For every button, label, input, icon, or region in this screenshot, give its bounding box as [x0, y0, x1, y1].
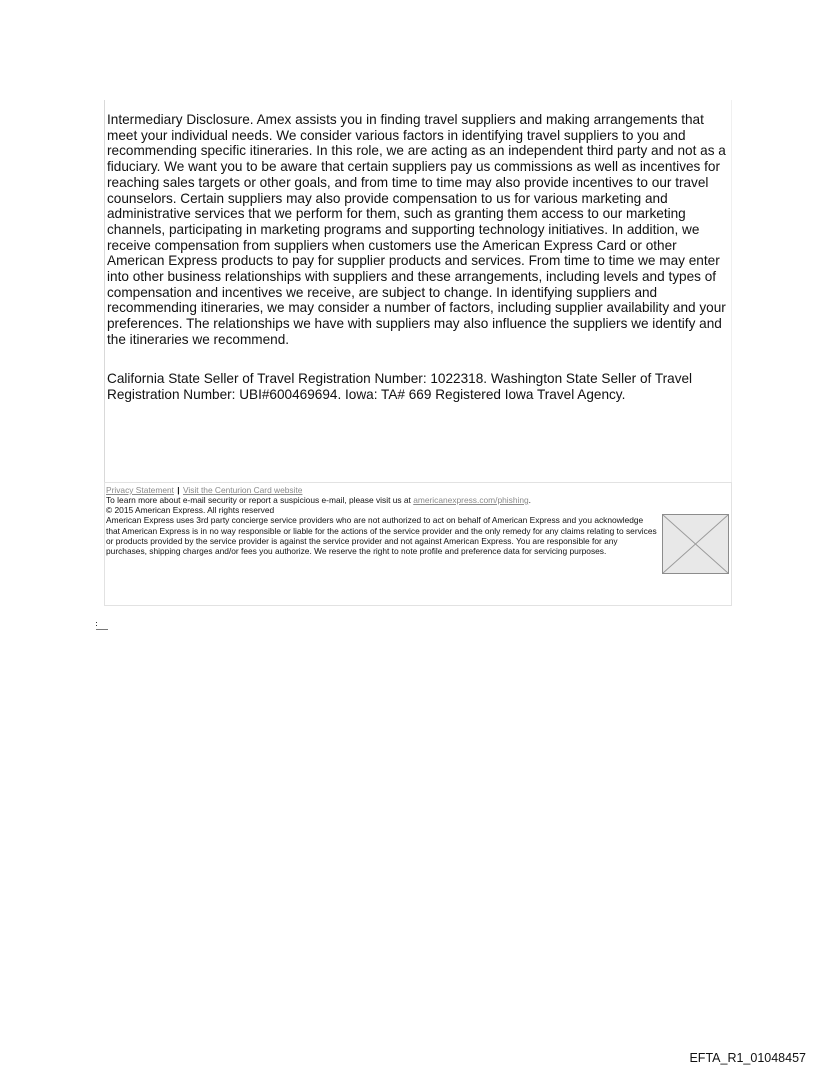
centurion-card-website-link[interactable]: Visit the Centurion Card website — [182, 485, 303, 495]
email-security-suffix: . — [528, 495, 531, 505]
footer-link-separator: | — [177, 485, 180, 495]
privacy-statement-link[interactable]: Privacy Statement — [106, 485, 174, 495]
seller-of-travel-registration-paragraph: California State Seller of Travel Registration Number: 1022318. Washington State Seller of Travel Registration Number: UBI#600469694. Iowa: TA# 669 Registered Iowa Travel Agency. — [107, 371, 693, 402]
intermediary-disclosure-paragraph: Intermediary Disclosure. Amex assists you in finding travel suppliers and making arrangements that meet your individual needs. We consider various factors in identifying travel suppliers to you and recommending specific itineraries. In this role, we are acting as an independent third party and not as a fiduciary. We want you to be aware that certain suppliers pay us commissions as well as incentives for reaching sales targets or other goals, and from time to time may also provide incentives to our travel counselors. Certain suppliers may also provide compensation to us for various marketing and administrative services that we perform for them, such as granting them access to our marketing channels, participating in marketing programs and supporting technology initiatives. In addition, we receive compensation from suppliers when customers use the American Express Card or other American Express products to pay for supplier products and services. From time to time we may enter into other business relationships with suppliers and these arrangements, including levels and types of compensation and incentives we receive, are subject to change. In identifying suppliers and recommending itineraries, we may consider a number of factors, including supplier availability and your preferences. The relationships we have with suppliers may also influence the suppliers we identify and the itineraries we recommend. — [107, 112, 726, 347]
tiny-artifact-glyph-icon — [95, 621, 109, 631]
concierge-disclaimer: American Express uses 3rd party concierge service providers who are not authorized to act on behalf of American Express and you acknowledge that American Express is in no way responsible or liable for the actions of the service provider and the only remedy for any claims relating to services or products provided by the service provider is against the service provider and not against American Express. You are responsible for any purchases, shipping charges and/or fees you authorize. We reserve the right to note profile and preference data for servicing purposes. — [106, 515, 657, 557]
phishing-link[interactable]: americanexpress.com/phishing — [413, 495, 529, 505]
email-security-line — [106, 495, 658, 505]
tiny-image-artifact-icon — [95, 618, 109, 628]
email-security-text: To learn more about e-mail security or report a suspicious e-mail, please visit us at — [106, 495, 414, 505]
footer-links-row — [106, 485, 302, 495]
page-identifier: EFTA_R1_01048457 — [689, 1051, 806, 1065]
image-placeholder-cross-icon — [663, 515, 728, 573]
copyright-line: © 2015 American Express. All rights reserved — [106, 505, 275, 516]
footer-legal-text — [106, 495, 658, 556]
broken-image-placeholder-icon — [662, 514, 729, 574]
